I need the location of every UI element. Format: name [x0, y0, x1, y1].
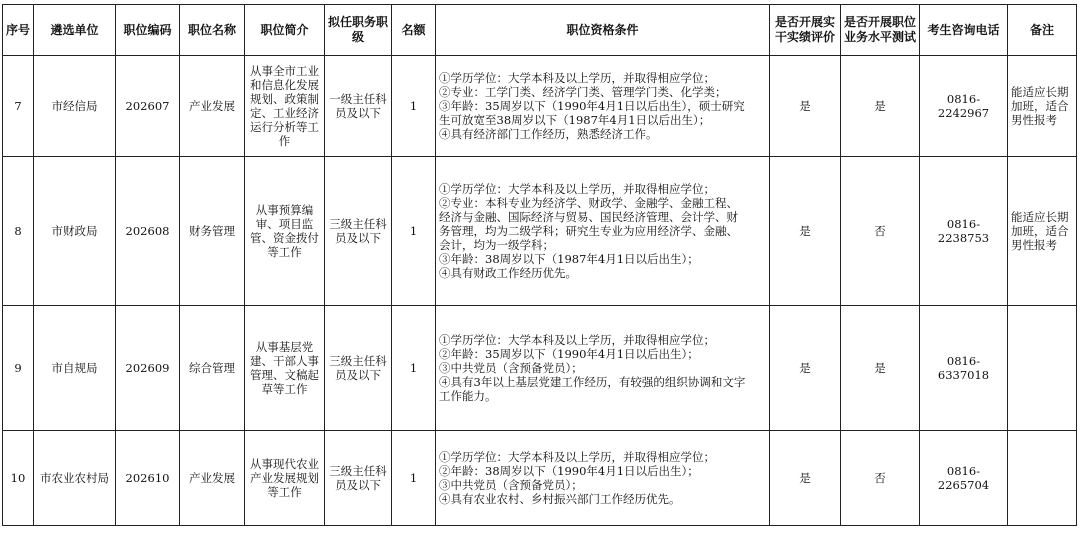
- qual-line: ①学历学位：大学本科及以上学历，并取得相应学位；: [439, 450, 715, 464]
- cell-phone: 0816-2242967: [920, 56, 1008, 157]
- cell-name: 产业发展: [180, 56, 245, 157]
- header-note: 备注: [1008, 5, 1077, 56]
- qual-line: ④具有财政工作经历优先。: [439, 266, 577, 280]
- qual-line: ④具有农业农村、乡村振兴部门工作经历优先。: [439, 492, 681, 506]
- cell-test: 否: [841, 431, 920, 526]
- cell-intro: 从事现代农业产业发展规划等工作: [245, 431, 325, 526]
- cell-note: [1008, 306, 1077, 431]
- header-test: 是否开展职位业务水平测试: [841, 5, 920, 56]
- qual-line: ③中共党员（含预备党员）；: [439, 361, 583, 375]
- cell-seq: 7: [3, 56, 34, 157]
- header-level: 拟任职务职级: [325, 5, 392, 56]
- header-quota: 名额: [392, 5, 436, 56]
- cell-quota: 1: [392, 157, 436, 306]
- cell-quota: 1: [392, 431, 436, 526]
- qual-line: ①学历学位：大学本科及以上学历，并取得相应学位；: [439, 333, 715, 347]
- cell-code: 202607: [116, 56, 180, 157]
- cell-code: 202609: [116, 306, 180, 431]
- cell-test: 是: [841, 56, 920, 157]
- cell-phone: 0816-6337018: [920, 306, 1008, 431]
- header-perf: 是否开展实干实绩评价: [770, 5, 841, 56]
- positions-table: [2, 4, 1077, 526]
- qual-line: ①学历学位：大学本科及以上学历，并取得相应学位；: [439, 71, 715, 85]
- cell-level: 一级主任科员及以下: [325, 56, 392, 157]
- qual-line: 工作能力。: [439, 389, 497, 403]
- cell-seq: 8: [3, 157, 34, 306]
- cell-name: 财务管理: [180, 157, 245, 306]
- cell-perf: 是: [770, 431, 841, 526]
- cell-level: 三级主任科员及以下: [325, 306, 392, 431]
- cell-quota: 1: [392, 56, 436, 157]
- qual-line: ②专业：工学门类、经济学门类、管理学门类、化学类；: [439, 85, 727, 99]
- cell-intro: 从事全市工业和信息化发展规划、政策制定、工业经济运行分析等工作: [245, 56, 325, 157]
- cell-seq: 10: [3, 431, 34, 526]
- qual-line: ③年龄：35周岁以下（1990年4月1日以后出生），硕士研究: [439, 99, 745, 113]
- header-quals: 职位资格条件: [436, 5, 770, 56]
- table-row: [3, 431, 1077, 526]
- cell-phone: 0816-2265704: [920, 431, 1008, 526]
- header-row: [3, 5, 1077, 56]
- cell-quota: 1: [392, 306, 436, 431]
- cell-code: 202610: [116, 431, 180, 526]
- header-name: 职位名称: [180, 5, 245, 56]
- qual-line: ②专业：本科专业为经济学、财政学、金融学、金融工程、: [439, 196, 738, 210]
- qual-line: 会计，均为一级学科；: [439, 238, 554, 252]
- cell-perf: 是: [770, 56, 841, 157]
- qual-line: ③年龄：38周岁以下（1987年4月1日以后出生）；: [439, 252, 699, 266]
- cell-quals: [436, 157, 770, 306]
- header-unit: 遴选单位: [34, 5, 116, 56]
- table-row: [3, 306, 1077, 431]
- cell-seq: 9: [3, 306, 34, 431]
- cell-name: 产业发展: [180, 431, 245, 526]
- cell-quals: [436, 431, 770, 526]
- cell-name: 综合管理: [180, 306, 245, 431]
- header-code: 职位编码: [116, 5, 180, 56]
- qual-line: ④具有3年以上基层党建工作经历，有较强的组织协调和文字: [439, 375, 746, 389]
- cell-quals: [436, 306, 770, 431]
- qual-line: 经济与金融、国际经济与贸易、国民经济管理、会计学、财: [439, 210, 738, 224]
- header-phone: 考生咨询电话: [920, 5, 1008, 56]
- qual-line: ③中共党员（含预备党员）；: [439, 478, 583, 492]
- cell-phone: 0816-2238753: [920, 157, 1008, 306]
- cell-code: 202608: [116, 157, 180, 306]
- cell-unit: 市自规局: [34, 306, 116, 431]
- header-intro: 职位简介: [245, 5, 325, 56]
- cell-unit: 市经信局: [34, 56, 116, 157]
- cell-unit: 市农业农村局: [34, 431, 116, 526]
- cell-quals: [436, 56, 770, 157]
- qual-line: ②年龄：38周岁以下（1990年4月1日以后出生）；: [439, 464, 699, 478]
- qual-line: 务管理，均为二级学科；研究生专业为应用经济学、金融、: [439, 224, 738, 238]
- cell-level: 三级主任科员及以下: [325, 431, 392, 526]
- cell-note: [1008, 431, 1077, 526]
- qual-line: 生可放宽至38周岁以下（1987年4月1日以后出生）；: [439, 113, 711, 127]
- qual-line: ①学历学位：大学本科及以上学历，并取得相应学位；: [439, 182, 715, 196]
- cell-unit: 市财政局: [34, 157, 116, 306]
- qual-line: ②年龄：35周岁以下（1990年4月1日以后出生）；: [439, 347, 699, 361]
- cell-intro: 从事预算编审、项目监管、资金拨付等工作: [245, 157, 325, 306]
- cell-intro: 从事基层党建、干部人事管理、文稿起草等工作: [245, 306, 325, 431]
- qual-line: ④具有经济部门工作经历，熟悉经济工作。: [439, 127, 658, 141]
- cell-test: 是: [841, 306, 920, 431]
- cell-note: 能适应长期加班，适合男性报考: [1008, 157, 1077, 306]
- cell-level: 三级主任科员及以下: [325, 157, 392, 306]
- cell-test: 否: [841, 157, 920, 306]
- table-row: [3, 157, 1077, 306]
- cell-note: 能适应长期加班，适合男性报考: [1008, 56, 1077, 157]
- table-row: [3, 56, 1077, 157]
- cell-perf: 是: [770, 157, 841, 306]
- header-seq: 序号: [3, 5, 34, 56]
- cell-perf: 是: [770, 306, 841, 431]
